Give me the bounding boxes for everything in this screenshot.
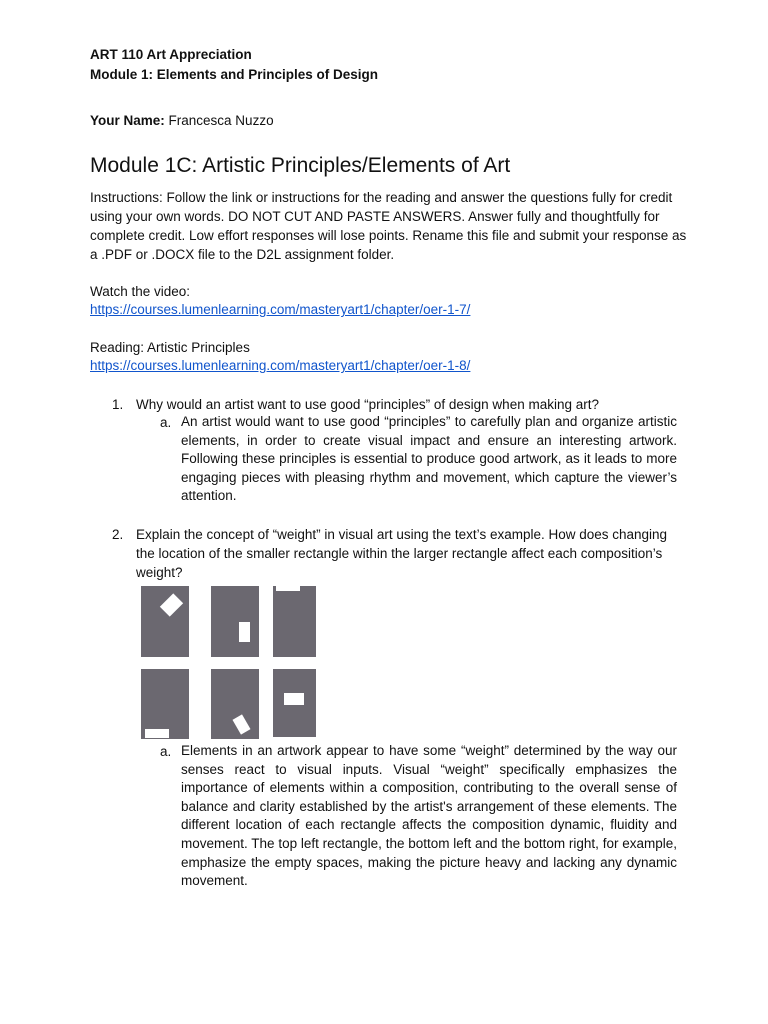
student-name-line (90, 111, 274, 130)
question-2-number: 2. (112, 527, 124, 542)
page-title: Module 1C: Artistic Principles/Elements of Art (90, 154, 511, 177)
video-label: Watch the video: (90, 284, 191, 299)
tilted-rectangle (232, 714, 250, 734)
answer-1-text: An artist would want to use good “principles” to carefully plan and organize artistic elements, in order to create visual impact and ensure an interesting artwork. Following these principles is essential to produce good artwork, as it leads to more engaging pieces with pleasing rhythm and movement, which capture the viewer’s attention. (181, 414, 677, 504)
small-rectangle (276, 586, 300, 591)
answer-2-text: Elements in an artwork appear to have some “weight” determined by the way our senses react to visual inputs. Visual “weight” specifically emphasizes the importance of elements within a composition, contributing to the overall sense of balance and clarity established by the artist's arrangement of these elements. The different location of each rectangle affects the composition dynamic, fluidity and movement. The top left rectangle, the bottom left and the bottom right, for example, emphasize the empty spaces, making the picture heavy and lacking any dynamic movement. (181, 743, 677, 889)
composition-top-right (273, 586, 316, 657)
composition-top-middle (211, 586, 259, 657)
reading-label: Reading: Artistic Principles (90, 340, 250, 355)
module-title: Module 1: Elements and Principles of Design (90, 67, 379, 82)
course-title: ART 110 Art Appreciation (90, 47, 252, 62)
reading-link[interactable]: https://courses.lumenlearning.com/masteryart1/chapter/oer-1-8/ (90, 358, 471, 373)
composition-bottom-left (141, 669, 189, 739)
small-rectangle (284, 693, 304, 705)
instructions: Instructions: Follow the link or instructions for the reading and answer the questions fully for credit using your own words. DO NOT CUT AND PASTE ANSWERS. Answer fully and thoughtfully for complete credit. Low effort responses will lose points. Rename this file and submit your response as a .PDF or .DOCX file to the D2L assignment folder. (90, 190, 687, 262)
name-label: Your Name: (90, 113, 165, 128)
tilted-rectangle (160, 593, 183, 616)
small-rectangle (145, 729, 169, 738)
video-link[interactable]: https://courses.lumenlearning.com/masteryart1/chapter/oer-1-7/ (90, 302, 471, 317)
composition-top-left (141, 586, 189, 657)
small-rectangle (239, 622, 250, 642)
composition-bottom-right (273, 669, 316, 737)
question-1-text: Why would an artist want to use good “principles” of design when making art? (136, 397, 599, 412)
composition-bottom-middle (211, 669, 259, 739)
question-1-number: 1. (112, 397, 124, 412)
answer-1-marker: a. (160, 415, 172, 430)
question-2-text: Explain the concept of “weight” in visual art using the text’s example. How does changing the location of the smaller rectangle within the larger rectangle affect each composition’s weight? (136, 527, 668, 580)
student-name: Francesca Nuzzo (168, 113, 274, 128)
answer-2-marker: a. (160, 744, 172, 759)
